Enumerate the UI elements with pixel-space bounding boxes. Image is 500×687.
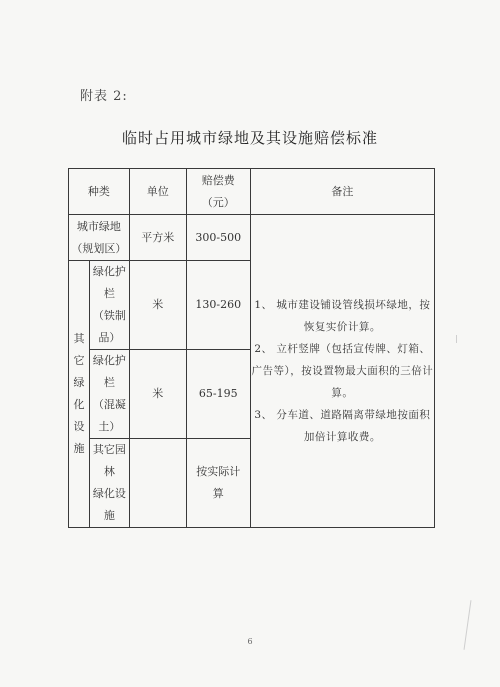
row-unit xyxy=(129,439,186,528)
row-fee: 按实际计 算 xyxy=(186,439,250,528)
annex-label: 附表 2: xyxy=(80,89,128,104)
scan-speck xyxy=(456,335,457,343)
page-title: 临时占用城市绿地及其设施赔偿标准 xyxy=(121,129,378,147)
remark-item: 3、 分车道、道路隔离带绿地按面积加倍计算收费。 xyxy=(254,409,431,443)
row-unit: 米 xyxy=(129,350,186,439)
row-unit: 平方米 xyxy=(129,215,186,261)
header-fee: 赔偿费 （元） xyxy=(186,169,250,215)
table-row xyxy=(69,215,435,261)
remark-item: 2、 立杆竖牌（包括宣传牌、灯箱、广告等），按设置物最大面积的三倍计算。 xyxy=(251,343,434,399)
group-label-vertical: 其 它 绿 化 设 施 xyxy=(69,261,90,528)
row-fee: 130-260 xyxy=(186,261,250,350)
table-header-row xyxy=(69,169,435,215)
remark-item: 1、 城市建设铺设管线损坏绿地，按恢复实价计算。 xyxy=(254,299,431,333)
row-category: 城市绿地 （规划区） xyxy=(69,215,130,261)
header-unit: 单位 xyxy=(129,169,186,215)
row-fee: 300-500 xyxy=(186,215,250,261)
page-number: 6 xyxy=(247,637,253,646)
header-remarks: 备注 xyxy=(250,169,434,215)
row-unit: 米 xyxy=(129,261,186,350)
row-category: 绿化护栏 （混凝土） xyxy=(90,350,130,439)
compensation-table xyxy=(68,168,435,528)
header-category: 种类 xyxy=(69,169,130,215)
row-category: 其它园林 绿化设施 xyxy=(90,439,130,528)
remarks-cell xyxy=(250,215,434,528)
row-category: 绿化护栏 （铁制品） xyxy=(90,261,130,350)
row-fee: 65-195 xyxy=(186,350,250,439)
